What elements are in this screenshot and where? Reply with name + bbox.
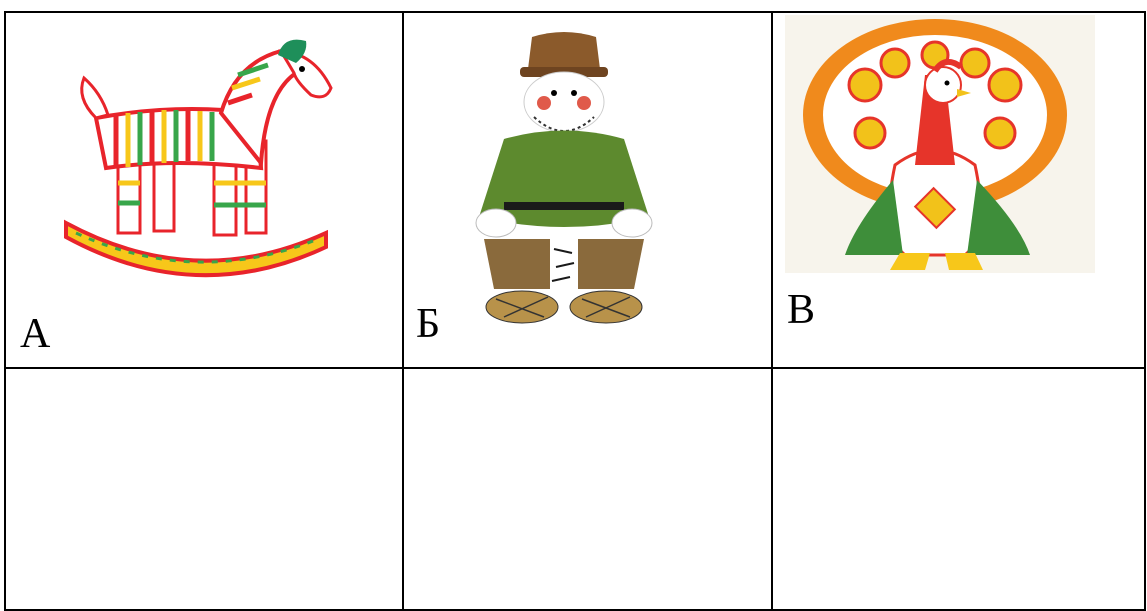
turkey-figure [785,15,1095,273]
label-v: В [787,287,816,333]
label-a: А [20,311,51,357]
answer-cell-a[interactable] [5,368,403,610]
answer-cell-b[interactable] [403,368,772,610]
image-row [5,12,1145,368]
cell-v [772,12,1145,368]
answer-row [5,368,1145,610]
answer-table [4,11,1146,611]
cell-b [403,12,772,368]
answer-cell-v[interactable] [772,368,1145,610]
seated-man-figure [464,27,664,327]
cell-a [5,12,403,368]
label-b: Б [416,301,441,347]
rocking-horse-figure [56,33,336,288]
